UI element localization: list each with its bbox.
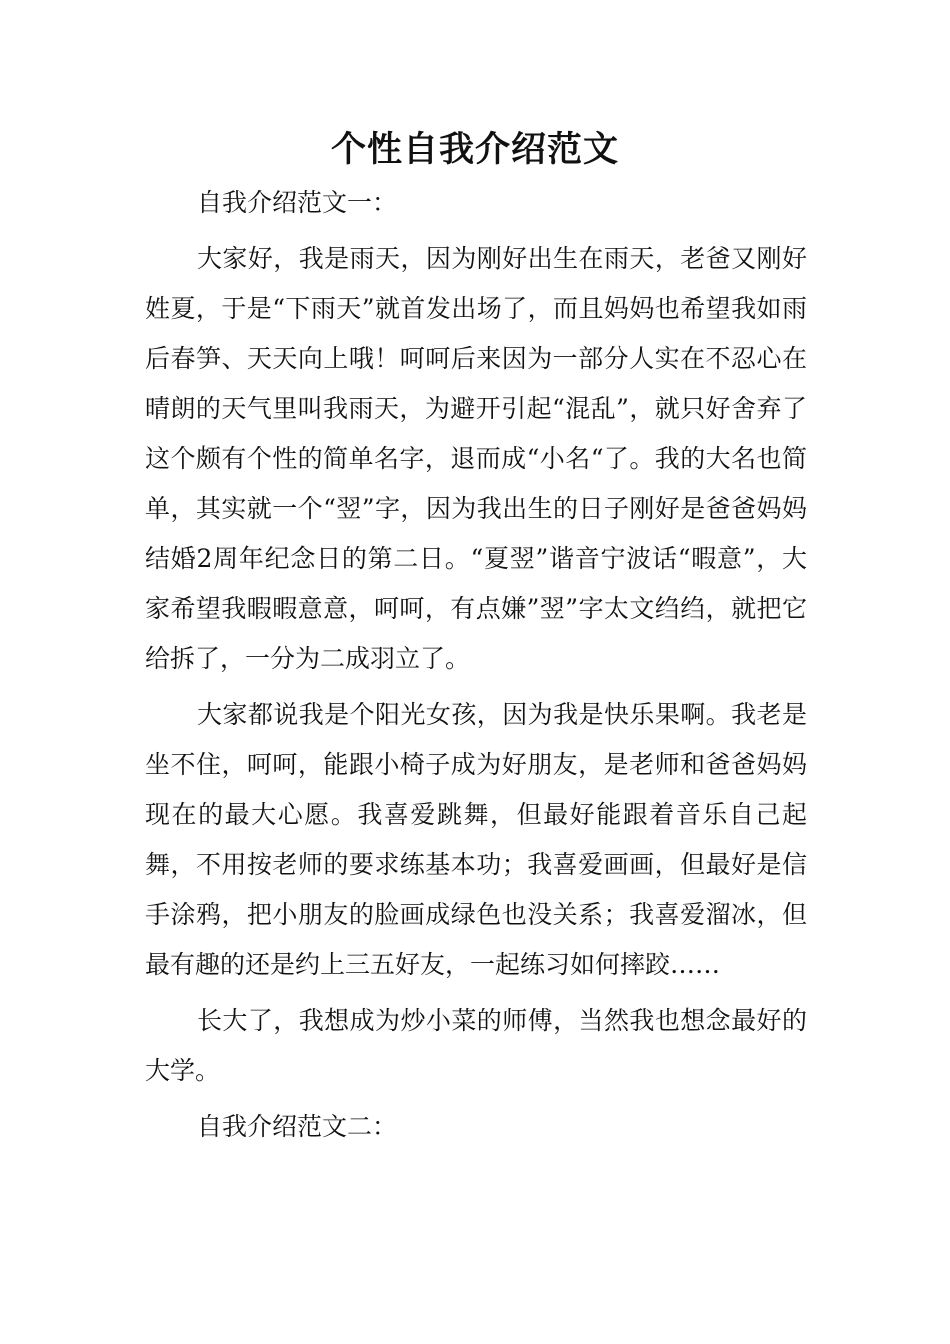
paragraph-3: 长大了，我想成为炒小菜的师傅，当然我也想念最好的大学。	[145, 1006, 807, 1085]
paragraph-1: 大家好，我是雨天，因为刚好出生在雨天，老爸又刚好姓夏，于是“下雨天”就首发出场了，而且妈妈也希望我如雨后春笋、天天向上哦！呵呵后来因为一部分人实在不忍心在晴朗的天气里叫我雨天，为避开引起“混乱”，就只好舍弃了这个颇有个性的简单名字，退而成“小名“了。我的大名也简单，其实就一个“翌”字，因为我出生的日子刚好是爸爸妈妈结婚2周年纪念日的第二日。“夏翌”谐音宁波话“暇意”，大家希望我暇暇意意，呵呵，有点嫌”翌”字太文绉绉，就把它给拆了，一分为二成羽立了。	[145, 244, 807, 673]
section-heading-2: 自我介绍范文二：	[197, 1112, 398, 1141]
document-title: 个性自我介绍范文	[330, 130, 619, 170]
section-heading-1: 自我介绍范文一：	[197, 188, 398, 217]
document-body	[145, 178, 807, 1152]
paragraph-2: 大家都说我是个阳光女孩，因为我是快乐果啊。我老是坐不住，呵呵，能跟小椅子成为好朋友，是老师和爸爸妈妈现在的最大心愿。我喜爱跳舞，但最好能跟着音乐自己起舞，不用按老师的要求练基本功；我喜爱画画，但最好是信手涂鸦，把小朋友的脸画成绿色也没关系；我喜爱溜冰，但最有趣的还是约上三五好友，一起练习如何摔跤……	[145, 700, 807, 979]
